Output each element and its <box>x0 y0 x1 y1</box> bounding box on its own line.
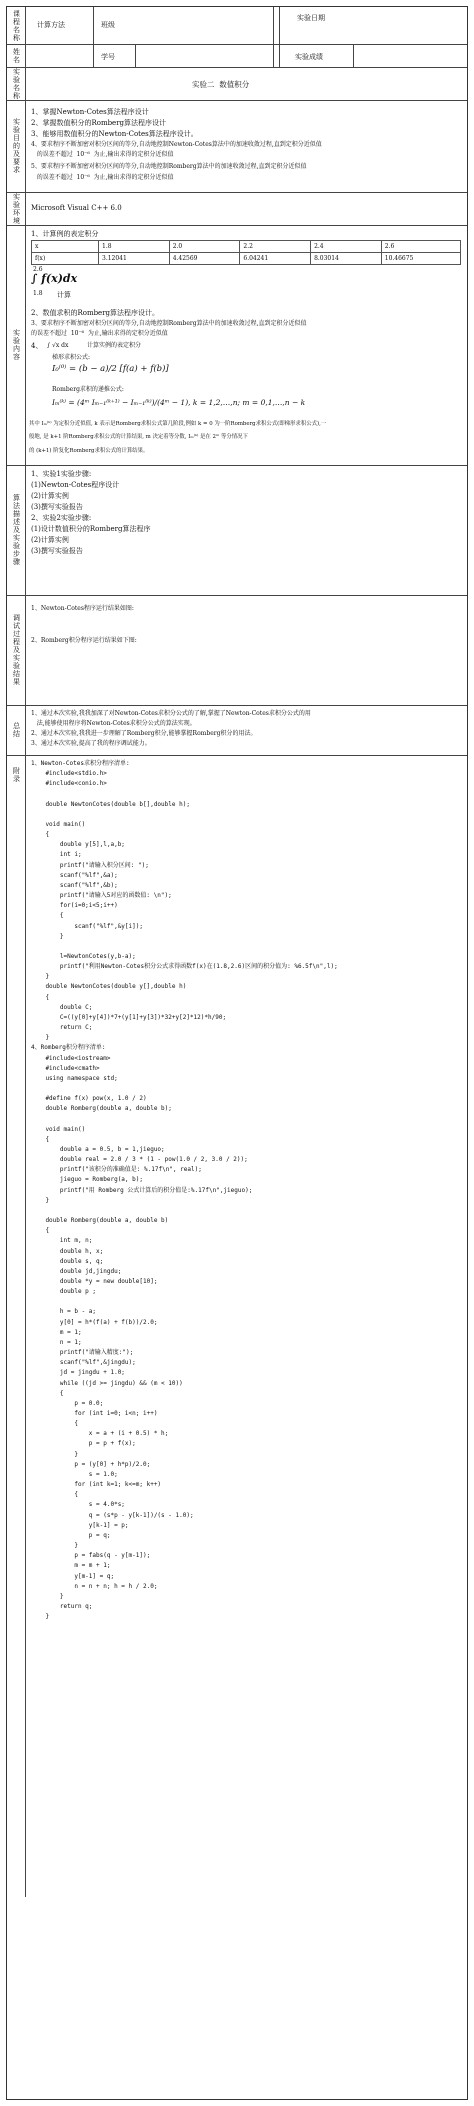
code-line: double C; <box>31 1003 93 1011</box>
content-item-3b: 的误差不超过 10⁻⁶ 为止,输出求得的定积分近似值 <box>31 330 168 337</box>
code-line: double NewtonCotes(double b[],double h); <box>31 800 190 808</box>
code-line: #include<iostream> <box>31 1054 111 1062</box>
algo-line: (1)设计数值积分的Romberg算法程序 <box>31 525 151 533</box>
code-line: l=NewtonCotes(y,b-a); <box>31 952 136 960</box>
table-row <box>32 253 461 265</box>
code-line: return q; <box>31 1602 93 1610</box>
table-cell: 6.04241 <box>240 253 311 265</box>
goal-item: 1、掌握Newton-Cotes算法程序设计 <box>31 108 149 116</box>
integral-expr: ∫ f(x)dx <box>31 272 78 285</box>
code-line: jieguo = Romberg(a, b); <box>31 1176 143 1184</box>
code-line: scanf("%lf",&y[i]); <box>31 922 143 930</box>
code-line: s = 1.0; <box>31 1470 118 1478</box>
code-line: { <box>31 912 64 920</box>
code-line: printf("该积分的准确值是: %.17f\n", real); <box>31 1166 202 1174</box>
content-label: 实验内容 <box>12 329 21 361</box>
table-cell: f(x) <box>32 253 99 265</box>
code-line: } <box>31 973 50 981</box>
code-line: double h, x; <box>31 1247 104 1255</box>
goals-label: 实验目的及要求 <box>12 118 21 174</box>
code-line: double NewtonCotes(double y[],double h) <box>31 983 187 991</box>
code-line: double p ; <box>31 1288 97 1296</box>
algo-line: (2)计算实例 <box>31 536 69 544</box>
row-line <box>7 225 467 226</box>
code-line: scanf("%lf",&b); <box>31 881 118 889</box>
trap-formula: I₀⁽⁰⁾ = (b − a)/2 [f(a) + f(b)] <box>52 364 169 374</box>
debug-line: 2、Romberg积分程序运行结果如下图: <box>31 637 137 644</box>
code-line: return C; <box>31 1024 93 1032</box>
value-table <box>31 240 461 265</box>
table-title: 1、计算例的表定积分 <box>31 230 99 238</box>
code-line: using namespace std; <box>31 1074 118 1082</box>
code-line: double Romberg(double a, double b); <box>31 1105 172 1113</box>
code-line: } <box>31 1592 64 1600</box>
algo-line: (3)撰写实验报告 <box>31 503 83 511</box>
grade-label: 实验成绩 <box>295 53 323 61</box>
goal-item: 3、能够用数值积分的Newton-Cotes算法程序设计。 <box>31 130 198 138</box>
code-line: #include<cmath> <box>31 1064 100 1072</box>
code-line: } <box>31 1542 78 1550</box>
algo-line: 2、实验2实验步骤: <box>31 514 92 522</box>
code-line: n = n + n; h = h / 2.0; <box>31 1582 158 1590</box>
code-line: C=((y[0]+y[4])*7+(y[1]+y[3])*32+y[2]*12)*h/90; <box>31 1013 227 1021</box>
content-item-4-integral: ∫ √x dx <box>47 342 69 349</box>
row-line <box>7 595 467 596</box>
row-line <box>7 44 467 45</box>
code-line: #include<conio.h> <box>31 780 107 788</box>
romberg-note: 般地, 是 k+1 阶Romberg求积公式的计算结果, m 决定着等分数, Iₘ⁽ᵏ⁾ 是在 2ᵐ 等分情况下 <box>29 434 248 440</box>
romberg-note: 其中 Iₘ⁽ᵏ⁾ 为定积分近似值, k 表示是Romberg求积公式第几阶段,例如 k = 0 为一阶Romberg求积公式(即梯形求积公式),一 <box>29 421 327 427</box>
table-cell: 2.4 <box>311 241 382 253</box>
code-line: p = 0.0; <box>31 1399 104 1407</box>
name-label: 姓名 <box>12 47 21 64</box>
summary-line: 3、通过本次实验,提高了我的程序调试能力。 <box>31 740 151 747</box>
code-line: p = fabs(q - y[m-1]); <box>31 1552 151 1560</box>
code-line <box>31 1114 461 1124</box>
code-line: p = q; <box>31 1531 111 1539</box>
code-line: int m, n; <box>31 1237 93 1245</box>
course-name: 计算方法 <box>37 21 65 29</box>
content-item-4: 4、 <box>31 342 43 350</box>
code-line: int i; <box>31 851 82 859</box>
row-line <box>7 755 467 756</box>
code-line: scanf("%lf",&a); <box>31 871 118 879</box>
table-cell: x <box>32 241 99 253</box>
code-line: printf("请输入精度:"); <box>31 1349 134 1357</box>
code-line: double a = 0.5, b = 1,jieguo; <box>31 1145 165 1153</box>
table-cell: 2.0 <box>169 241 240 253</box>
code-line: y[k-1] = p; <box>31 1521 129 1529</box>
row-line <box>7 192 467 193</box>
table-cell: 4.42569 <box>169 253 240 265</box>
code-line: y[m-1] = q; <box>31 1572 115 1580</box>
summary-line: 1、通过本次实验,我我加深了对Newton-Cotes求积分公式的了解,掌握了Newton-Cotes求积分公式的用 <box>31 710 311 717</box>
class-label: 班级 <box>101 21 115 29</box>
code-line: #define f(x) pow(x, 1.0 / 2) <box>31 1095 147 1103</box>
code-line: { <box>31 831 50 839</box>
code-line: printf("请输入5对应的函数值: \n"); <box>31 892 172 900</box>
divider <box>93 7 94 44</box>
table-cell: 3.12041 <box>99 253 170 265</box>
code-line: y[0] = h*(f(a) + f(b))/2.0; <box>31 1318 158 1326</box>
code-line <box>31 1084 461 1094</box>
code-line: { <box>31 1227 50 1235</box>
goal-item: 的误差不超过 10⁻⁶ 为止,输出求得的定积分近似值 <box>31 174 174 181</box>
romberg-label: Romberg求积的递推公式: <box>52 386 124 393</box>
trap-label: 梯形求积公式: <box>52 354 91 361</box>
code-line: { <box>31 1135 50 1143</box>
content-item-4-note: 计算实例的表定积分 <box>87 342 142 349</box>
code-line: printf("请输入积分区间: "); <box>31 861 149 869</box>
divider <box>353 44 354 67</box>
row-line <box>7 465 467 466</box>
row-line <box>7 705 467 706</box>
code-line: } <box>31 1034 50 1042</box>
code-line: { <box>31 1420 78 1428</box>
code-line: p = p + f(x); <box>31 1440 136 1448</box>
code-line: p = (y[0] + h*p)/2.0; <box>31 1460 151 1468</box>
table-cell: 10.46675 <box>381 253 460 265</box>
table-cell: 2.6 <box>381 241 460 253</box>
code-line: 4、Romberg积分程序清单: <box>31 1044 106 1052</box>
code-line: } <box>31 1450 78 1458</box>
code-line: n = 1; <box>31 1338 82 1346</box>
code-line: while ((jd >= jingdu) && (m < 10)) <box>31 1379 183 1387</box>
code-line <box>31 789 461 799</box>
date-label: 实验日期 <box>297 14 325 22</box>
code-line: for(i=0;i<5;i++) <box>31 902 118 910</box>
env-label: 实验环境 <box>12 192 21 225</box>
code-line: double Romberg(double a, double b) <box>31 1217 169 1225</box>
code-line: x = a + (i + 0.5) * h; <box>31 1430 169 1438</box>
integral-lower: 1.8 <box>33 290 43 297</box>
goal-item: 的误差不超过 10⁻⁶ 为止,输出求得的定积分近似值 <box>31 151 174 158</box>
romberg-formula: Iₘ⁽ᵏ⁾ = (4ᵐ Iₘ₋₁⁽ᵏ⁺¹⁾ − Iₘ₋₁⁽ᵏ⁾)/(4ᵐ − 1), k = 1,2,…,n; m = 0,1,…,n − k <box>52 398 306 407</box>
code-line: m = 1; <box>31 1328 82 1336</box>
id-label: 学号 <box>101 53 115 61</box>
code-line: double s, q; <box>31 1257 104 1265</box>
integral-note: 计算 <box>57 291 71 299</box>
code-line <box>31 810 461 820</box>
algo-line: (3)撰写实验报告 <box>31 547 83 555</box>
goal-item: 2、掌握数值积分的Romberg算法程序设计 <box>31 119 167 127</box>
content-item-3: 3、要求程序不断加密对积分区间的等分,自动地控制Romberg算法中的加速收敛过程,直到定积分近似值 <box>31 320 307 327</box>
code-line: } <box>31 1196 50 1204</box>
code-line: s = 4.0*s; <box>31 1501 125 1509</box>
code-line: printf("用 Romberg 公式计算后的积分值是:%.17f\n",jieguo); <box>31 1186 253 1194</box>
divider <box>273 7 274 67</box>
code-line: } <box>31 1613 50 1621</box>
algo-label: 算法描述及实验步骤 <box>12 494 21 566</box>
code-line: void main() <box>31 820 86 828</box>
experiment-title: 实验二 数值积分 <box>192 80 250 89</box>
table-cell: 2.2 <box>240 241 311 253</box>
code-line <box>31 1297 461 1307</box>
code-line: printf("利用Newton-Cotes积分公式求得函数f(x)在(1.8,2.6)区间的积分值为: %6.5f\n",l); <box>31 963 338 971</box>
divider <box>279 7 280 67</box>
romberg-note: 的 (k+1) 阶复化Romberg求积公式的计算结果。 <box>29 448 149 454</box>
code-line: double real = 2.0 / 3 * (1 - pow(1.0 / 2, 3.0 / 2)); <box>31 1156 248 1164</box>
summary-line: 2、通过本次实验,我我进一步理解了Romberg积分,能够掌握Romberg积分的用法。 <box>31 730 257 737</box>
code-line: void main() <box>31 1125 86 1133</box>
code-line <box>31 942 461 952</box>
code-line <box>31 1206 461 1216</box>
algo-line: 1、实验1实验步骤: <box>31 470 92 478</box>
summary-label: 总结 <box>12 722 21 738</box>
code-line: double jd,jingdu; <box>31 1267 122 1275</box>
summary-line: 法,能够使用程序将Newton-Cotes求积分公式的算法实现。 <box>31 720 196 727</box>
code-line: { <box>31 1389 64 1397</box>
report-sheet <box>6 6 468 2100</box>
code-line: jd = jingdu + 1.0; <box>31 1369 125 1377</box>
code-line: 1、Newton-Cotes求积分程序清单: <box>31 760 130 767</box>
code-line: q = (s*p - y[k-1])/(s - 1.0); <box>31 1511 194 1519</box>
content-item-2: 2、数值求积的Romberg算法程序设计。 <box>31 309 160 317</box>
goal-item: 5、要求程序不断加密对积分区间的等分,自动地控制Romberg算法中的加速收敛过程,直到定积分近似值 <box>31 163 307 170</box>
code-line: for (int i=0; i<n; i++) <box>31 1410 158 1417</box>
algo-line: (2)计算实例 <box>31 492 69 500</box>
appendix-label: 附录 <box>12 767 21 783</box>
code-line: for (int k=1; k<=m; k++) <box>31 1481 162 1489</box>
course-label: 课程名称 <box>12 9 21 42</box>
code-line: } <box>31 932 64 940</box>
divider <box>93 44 94 67</box>
title-label: 实验名称 <box>12 67 21 100</box>
code-line: { <box>31 1491 78 1499</box>
debug-label: 调试过程及实验结果 <box>12 614 21 686</box>
code-line: m = m + 1; <box>31 1562 111 1570</box>
code-line: scanf("%lf",&jingdu); <box>31 1359 136 1367</box>
table-cell: 8.03014 <box>311 253 382 265</box>
integral-upper: 2.6 <box>33 266 43 273</box>
algo-line: (1)Newton-Cotes程序设计 <box>31 481 120 489</box>
code-line: #include<stdio.h> <box>31 770 107 778</box>
env-value: Microsoft Visual C++ 6.0 <box>31 204 122 212</box>
label-column-divider <box>25 7 26 1897</box>
row-line <box>7 67 467 68</box>
debug-line: 1、Newton-Cotes程序运行结果如图: <box>31 605 134 612</box>
code-line: double y[5],l,a,b; <box>31 841 125 849</box>
code-line: double *y = new double[10]; <box>31 1277 158 1285</box>
row-line <box>7 100 467 101</box>
code-line: { <box>31 993 50 1001</box>
divider <box>135 44 136 67</box>
code-line: h = b - a; <box>31 1308 97 1316</box>
code-block <box>31 759 461 1622</box>
goal-item: 4、要求程序不断加密对积分区间的等分,自动地控制Newton-Cotes算法中的加速收敛过程,直到定积分近似值 <box>31 141 322 148</box>
table-cell: 1.8 <box>99 241 170 253</box>
table-row <box>32 241 461 253</box>
